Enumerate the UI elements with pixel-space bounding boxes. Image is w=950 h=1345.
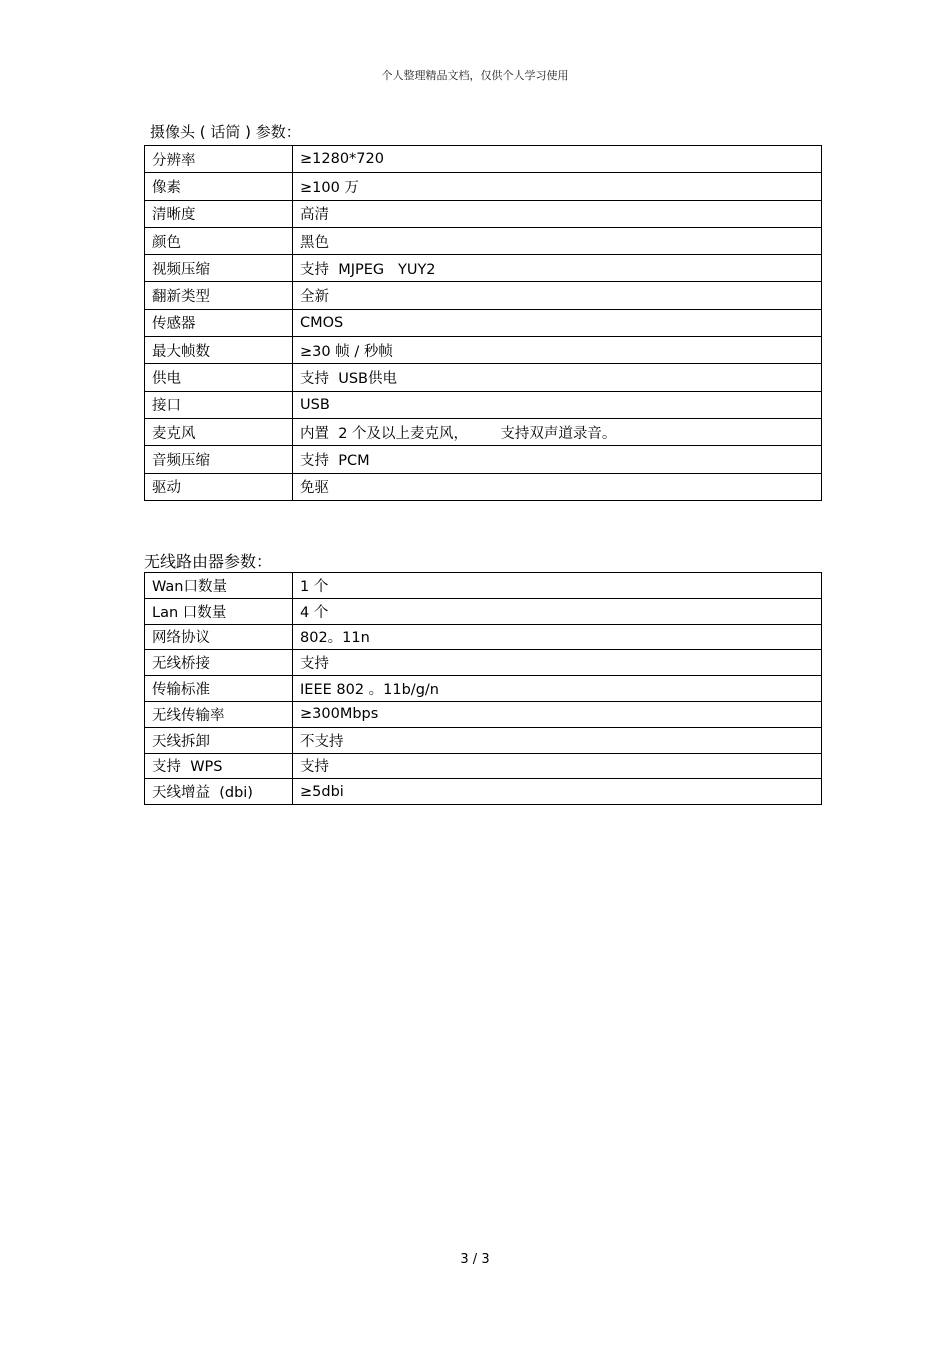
- spec-value: 高清: [293, 200, 822, 227]
- spec-value: 不支持: [293, 727, 822, 753]
- table-row: [145, 598, 822, 624]
- table-row: [145, 282, 822, 309]
- table-row: [145, 418, 822, 445]
- table-row: [145, 624, 822, 650]
- table-row: [145, 337, 822, 364]
- spec-key: Wan口数量: [145, 573, 293, 599]
- table-row: [145, 473, 822, 500]
- spec-key: 颜色: [145, 227, 293, 254]
- spec-key: 像素: [145, 173, 293, 200]
- spec-value: IEEE 802 。11b/g/n: [293, 676, 822, 702]
- spec-key: 清晰度: [145, 200, 293, 227]
- spec-key: 接口: [145, 391, 293, 418]
- table-row: [145, 200, 822, 227]
- spec-key: 最大帧数: [145, 337, 293, 364]
- spec-key: 分辨率: [145, 146, 293, 173]
- table-row: [145, 146, 822, 173]
- spec-value: 支持 PCM: [293, 446, 822, 473]
- spec-key: 天线增益 (dbi): [145, 779, 293, 805]
- spec-key: 传输标准: [145, 676, 293, 702]
- spec-value: 支持 USB供电: [293, 364, 822, 391]
- table-row: [145, 701, 822, 727]
- spec-value: 1 个: [293, 573, 822, 599]
- table-row: [145, 676, 822, 702]
- spec-value: 全新: [293, 282, 822, 309]
- spec-value: ≥5dbi: [293, 779, 822, 805]
- spec-key: 传感器: [145, 309, 293, 336]
- camera-section-title: 摄像头 ( 话筒 ) 参数：: [150, 123, 301, 141]
- table-row: [145, 753, 822, 779]
- router-spec-table: [144, 572, 822, 805]
- spec-key: 支持 WPS: [145, 753, 293, 779]
- table-row: [145, 779, 822, 805]
- spec-value: 支持: [293, 753, 822, 779]
- spec-value: CMOS: [293, 309, 822, 336]
- spec-value: 免驱: [293, 473, 822, 500]
- spec-key: 天线拆卸: [145, 727, 293, 753]
- spec-key: 麦克风: [145, 418, 293, 445]
- spec-key: 无线传输率: [145, 701, 293, 727]
- camera-spec-table: [144, 145, 822, 501]
- spec-value: 支持 MJPEG YUY2: [293, 255, 822, 282]
- spec-value: ≥30 帧 / 秒帧: [293, 337, 822, 364]
- router-section-title: 无线路由器参数：: [144, 552, 273, 571]
- spec-value: ≥300Mbps: [293, 701, 822, 727]
- spec-key: 供电: [145, 364, 293, 391]
- table-row: [145, 573, 822, 599]
- spec-key: Lan 口数量: [145, 598, 293, 624]
- spec-key: 音频压缩: [145, 446, 293, 473]
- table-row: [145, 173, 822, 200]
- table-row: [145, 391, 822, 418]
- table-row: [145, 446, 822, 473]
- page-number: 3 / 3: [460, 1252, 490, 1267]
- table-row: [145, 727, 822, 753]
- table-row: [145, 309, 822, 336]
- spec-value: 802。11n: [293, 624, 822, 650]
- spec-key: 驱动: [145, 473, 293, 500]
- spec-value: 4 个: [293, 598, 822, 624]
- table-row: [145, 364, 822, 391]
- spec-value: 黑色: [293, 227, 822, 254]
- spec-value: 内置 2 个及以上麦克风， 支持双声道录音。: [293, 418, 822, 445]
- table-row: [145, 255, 822, 282]
- spec-value: 支持: [293, 650, 822, 676]
- spec-key: 无线桥接: [145, 650, 293, 676]
- spec-key: 翻新类型: [145, 282, 293, 309]
- spec-value: USB: [293, 391, 822, 418]
- spec-value: ≥1280*720: [293, 146, 822, 173]
- page-header: 个人整理精品文档，仅供个人学习使用: [381, 69, 569, 82]
- spec-key: 网络协议: [145, 624, 293, 650]
- spec-key: 视频压缩: [145, 255, 293, 282]
- table-row: [145, 650, 822, 676]
- table-row: [145, 227, 822, 254]
- spec-value: ≥100 万: [293, 173, 822, 200]
